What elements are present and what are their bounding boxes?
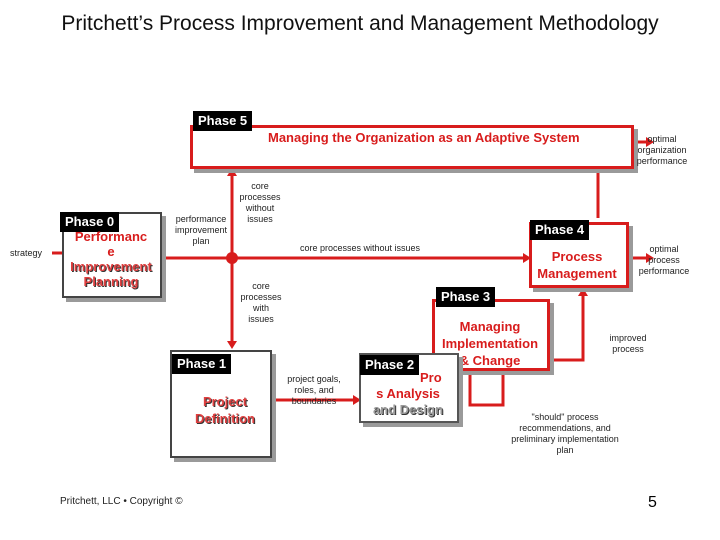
label-line: process: [612, 344, 644, 354]
phase4-title-line1: Process: [551, 249, 603, 264]
label-line: "should" process: [531, 412, 599, 422]
arrow-into-phase1: [227, 341, 237, 349]
phase3-title-line1: Managing: [459, 319, 521, 334]
phase4-tag: Phase 4: [530, 220, 589, 240]
label-should-process: [500, 412, 630, 456]
label-line: processes: [239, 192, 281, 202]
phase1-tag: Phase 1: [172, 354, 231, 374]
label-line: performance: [175, 214, 227, 224]
label-line: plan: [192, 236, 210, 246]
label-line: with: [252, 303, 269, 313]
label-project-goals: [282, 374, 346, 407]
phase4-title-line2: Management: [537, 266, 617, 281]
label-optimal-org-performance: [628, 134, 696, 167]
phase2-tag: Phase 2: [360, 355, 419, 375]
label-line: roles, and: [294, 385, 334, 395]
label-core-without-issues: [235, 181, 285, 225]
label-line: optimal: [647, 134, 677, 144]
phase0-title-line4: Planning: [83, 274, 139, 289]
arrow-into-phase5: [227, 168, 237, 176]
junction-node: [226, 252, 238, 264]
label-line: processes: [240, 292, 282, 302]
phase2-fragment: Pro: [420, 370, 442, 385]
label-line: process: [648, 255, 680, 265]
phase0-title-line3: Improvement: [70, 259, 152, 274]
phase0-title-line1: Performanc: [74, 229, 148, 244]
label-core-processes-without-issues: core processes without issues: [300, 243, 421, 253]
label-line: boundaries: [291, 396, 337, 406]
label-line: without: [245, 203, 275, 213]
label-line: improvement: [174, 225, 228, 235]
page-number: 5: [648, 494, 657, 511]
phase0-title: [62, 229, 160, 289]
phase2-title-line2: s Analysis: [376, 386, 440, 401]
phase4-title: [529, 248, 625, 282]
label-line: performance: [636, 156, 688, 166]
phase2-title: [359, 386, 457, 418]
phase5-tag: Phase 5: [193, 111, 252, 131]
phase1-title: [170, 393, 280, 427]
phase0-title-line2: e: [107, 244, 115, 259]
phase1-title-line2: Definition: [195, 411, 255, 426]
phase5-title: Managing the Organization as an Adaptive System: [268, 130, 580, 145]
page-title: Pritchett’s Process Improvement and Management Methodology: [61, 12, 659, 35]
label-performance-improvement-plan: [170, 214, 232, 247]
footer-copyright: Pritchett, LLC • Copyright ©: [60, 496, 183, 507]
label-line: performance: [638, 266, 690, 276]
phase3-title-line2: Implementation: [441, 336, 539, 351]
label-line: issues: [247, 214, 273, 224]
label-line: plan: [556, 445, 574, 455]
label-optimal-process-performance: [632, 244, 696, 277]
label-core-with-issues: [236, 281, 286, 325]
label-line: organization: [637, 145, 687, 155]
label-line: optimal: [649, 244, 679, 254]
phase3-tag: Phase 3: [436, 287, 495, 307]
label-line: core: [252, 281, 270, 291]
phase3-title-line3: & Change: [459, 353, 521, 368]
label-line: preliminary implementation: [511, 434, 619, 444]
label-line: recommendations, and: [519, 423, 611, 433]
label-line: project goals,: [287, 374, 341, 384]
label-line: core: [251, 181, 269, 191]
arrow-into-phase4-bottom: [578, 288, 588, 296]
phase0-tag: Phase 0: [60, 212, 119, 232]
phase1-title-line1: Project: [202, 394, 248, 409]
label-line: issues: [248, 314, 274, 324]
label-strategy: strategy: [10, 248, 43, 258]
phase2-title-line3: and Design: [372, 402, 444, 417]
line-phase3-phase4: [548, 292, 583, 360]
label-line: improved: [609, 333, 647, 343]
label-improved-process: [598, 333, 658, 355]
